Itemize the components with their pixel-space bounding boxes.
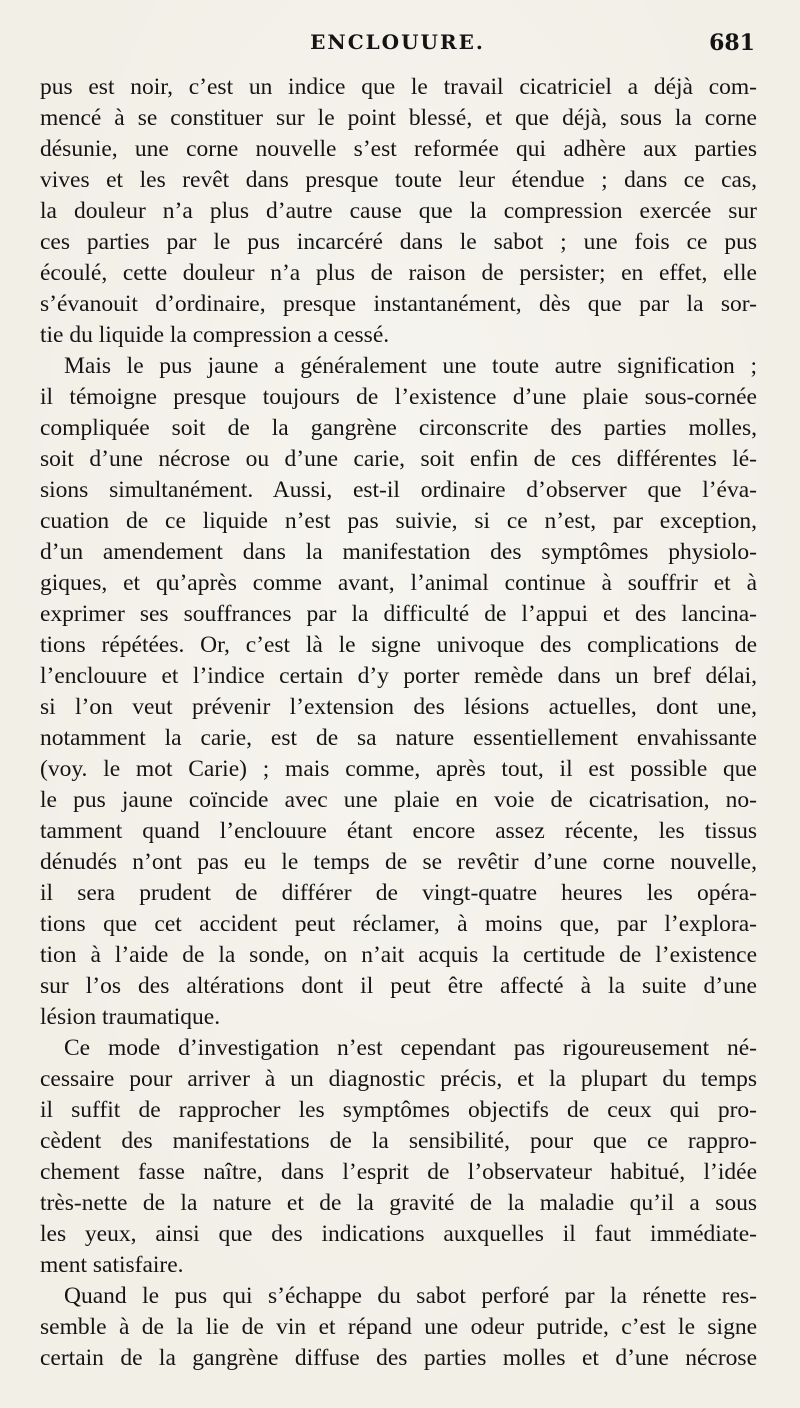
text-line: soit d’une nécrose ou d’une carie, soit enfin de ces différentes lé- [40,446,757,472]
paragraph-start-line: Quand le pus qui s’échappe du sabot perforé par la rénette res- [64,1283,757,1309]
text-line: tion à l’aide de la sonde, on n’ait acquis la certitude de l’existence [40,942,757,968]
text-line: certain de la gangrène diffuse des parties molles et d’une nécrose [40,1345,757,1371]
text-line: vives et les revêt dans presque toute leur étendue ; dans ce cas, [40,167,757,193]
paragraph-start-line: Ce mode d’investigation n’est cependant pas rigoureusement né- [64,1035,757,1061]
text-line: pus est noir, c’est un indice que le travail cicatriciel a déjà com- [40,74,757,100]
text-line: si l’on veut prévenir l’extension des lésions actuelles, dont une, [40,694,757,720]
text-line: sur l’os des altérations dont il peut être affecté à la suite d’une [40,973,757,999]
text-line: tions répétées. Or, c’est là le signe univoque des complications de [40,632,757,658]
text-line: semble à de la lie de vin et répand une odeur putride, c’est le signe [40,1314,757,1340]
text-line: la douleur n’a plus d’autre cause que la compression exercée sur [40,198,757,224]
text-line: il sera prudent de différer de vingt-quatre heures les opéra- [40,880,757,906]
text-line: d’un amendement dans la manifestation des symptômes physiolo- [40,539,757,565]
text-line: s’évanouit d’ordinaire, presque instantanément, dès que par la sor- [40,291,757,317]
text-line: l’enclouure et l’indice certain d’y porter remède dans un bref délai, [40,663,757,689]
paragraph-end-line: tie du liquide la compression a cessé. [40,322,390,348]
text-line: les yeux, ainsi que des indications auxquelles il faut immédiate- [40,1221,757,1247]
paragraph-end-line: ment satisfaire. [40,1252,184,1278]
text-line: écoulé, cette douleur n’a plus de raison de persister; en effet, elle [40,260,757,286]
text-line: il témoigne presque toujours de l’existence d’une plaie sous-cornée [40,384,757,410]
text-line: désunie, une corne nouvelle s’est reformée qui adhère aux parties [40,136,757,162]
text-line: exprimer ses souffrances par la difficulté de l’appui et des lancina- [40,601,757,627]
page-number: 681 [709,30,755,56]
text-line: sions simultanément. Aussi, est-il ordinaire d’observer que l’éva- [40,477,757,503]
text-line: cuation de ce liquide n’est pas suivie, si ce n’est, par exception, [40,508,757,534]
text-line: notamment la carie, est de sa nature essentiellement envahissante [40,725,757,751]
text-line: le pus jaune coïncide avec une plaie en voie de cicatrisation, no- [40,787,757,813]
text-line: cèdent des manifestations de la sensibilité, pour que ce rappro- [40,1128,757,1154]
paragraph-end-line: lésion traumatique. [40,1004,221,1030]
text-line: dénudés n’ont pas eu le temps de se revêtir d’une corne nouvelle, [40,849,757,875]
text-line: cessaire pour arriver à un diagnostic précis, et la plupart du temps [40,1066,757,1092]
running-title: ENCLOUURE. [310,30,485,54]
text-line: mencé à se constituer sur le point blessé, et que déjà, sous la corne [40,105,757,131]
text-line: tions que cet accident peut réclamer, à moins que, par l’explora- [40,911,757,937]
paragraph-start-line: Mais le pus jaune a généralement une toute autre signification ; [64,353,757,379]
text-line: il suffit de rapprocher les symptômes objectifs de ceux qui pro- [40,1097,757,1123]
text-line: tamment quand l’enclouure étant encore assez récente, les tissus [40,818,757,844]
text-line: ces parties par le pus incarcéré dans le sabot ; une fois ce pus [40,229,757,255]
text-line: (voy. le mot Carie) ; mais comme, après tout, il est possible que [40,756,757,782]
page-header [40,30,755,60]
text-line: giques, et qu’après comme avant, l’animal continue à souffrir et à [40,570,757,596]
text-line: compliquée soit de la gangrène circonscrite des parties molles, [40,415,757,441]
body-text [40,72,757,1374]
text-line: chement fasse naître, dans l’esprit de l’observateur habitué, l’idée [40,1159,757,1185]
text-line: très-nette de la nature et de la gravité de la maladie qu’il a sous [40,1190,757,1216]
